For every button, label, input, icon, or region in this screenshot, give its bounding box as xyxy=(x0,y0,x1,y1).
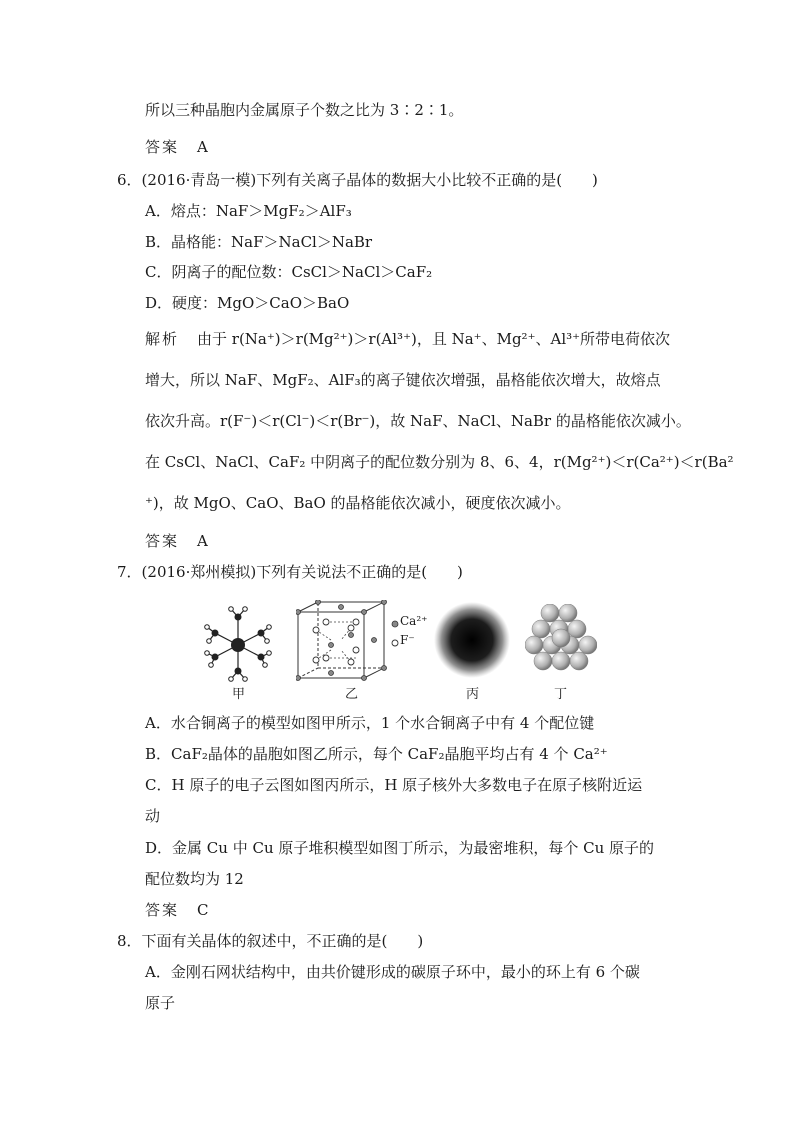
q6-analysis-line-3: 依次升高。r(F⁻)＜r(Cl⁻)＜r(Br⁻)，故 NaF、NaCl、NaBr 的晶格能依次减小。 xyxy=(145,412,691,430)
q6-analysis-line-1 xyxy=(145,329,670,349)
q7-stem: 7．(2016·郑州模拟)下列有关说法不正确的是( ) xyxy=(117,563,463,581)
q6-option-d: D．硬度：MgO＞CaO＞BaO xyxy=(145,294,350,312)
analysis-label: 解析 xyxy=(145,330,180,348)
figure-label-jia: 甲 xyxy=(232,687,246,702)
q8-option-a-line-2: 原子 xyxy=(145,994,176,1012)
q6-analysis-line-2: 增大，所以 NaF、MgF₂、AlF₃的离子键依次增强，晶格能依次增大，故熔点 xyxy=(145,371,661,389)
figure-yi-caf2-cell xyxy=(296,600,396,682)
figure-bing-electron-cloud xyxy=(430,600,514,680)
q7-option-c-line-2: 动 xyxy=(145,807,161,825)
analysis-text: 由于 r(Na⁺)＞r(Mg²⁺)＞r(Al³⁺)，且 Na⁺、Mg²⁺、Al³⁺所带电荷依次 xyxy=(197,330,671,348)
q8-stem: 8．下面有关晶体的叙述中，不正确的是( ) xyxy=(117,932,424,950)
q6-option-b: B．晶格能：NaF＞NaCl＞NaBr xyxy=(145,233,373,251)
figure-label-yi: 乙 xyxy=(345,687,359,702)
figure-ding-close-packing xyxy=(525,604,597,676)
intro-line: 所以三种晶胞内金属原子个数之比为 3∶2∶1。 xyxy=(145,101,464,119)
q7-option-a: A．水合铜离子的模型如图甲所示，1 个水合铜离子中有 4 个配位键 xyxy=(145,714,595,732)
legend-ca-icon xyxy=(391,620,399,628)
answer-5 xyxy=(145,137,208,157)
q7-option-b: B．CaF₂晶体的晶胞如图乙所示，每个 CaF₂晶胞平均占有 4 个 Ca²⁺ xyxy=(145,745,608,763)
answer-label: 答案 xyxy=(145,532,180,550)
q6-analysis-line-5: ⁺)，故 MgO、CaO、BaO 的晶格能依次减小，硬度依次减小。 xyxy=(145,494,571,512)
legend-ca-label: Ca²⁺ xyxy=(400,614,428,628)
answer-value: A xyxy=(197,532,208,550)
legend-f-icon xyxy=(391,639,399,647)
answer-value: A xyxy=(197,138,208,156)
answer-label: 答案 xyxy=(145,901,180,919)
q7-option-d-line-2: 配位数均为 12 xyxy=(145,870,244,888)
figure-label-bing: 丙 xyxy=(466,687,480,702)
q7-option-d-line-1: D．金属 Cu 中 Cu 原子堆积模型如图丁所示，为最密堆积，每个 Cu 原子的 xyxy=(145,839,655,857)
answer-label: 答案 xyxy=(145,138,180,156)
answer-value: C xyxy=(197,901,209,919)
legend-f-label: F⁻ xyxy=(400,633,415,647)
q6-answer xyxy=(145,531,208,551)
figure-jia-hydrated-copper xyxy=(203,605,273,685)
figure-label-ding: 丁 xyxy=(554,687,568,702)
q6-option-c: C．阴离子的配位数：CsCl＞NaCl＞CaF₂ xyxy=(145,263,433,281)
q6-analysis-line-4: 在 CsCl、NaCl、CaF₂ 中阴离子的配位数分别为 8、6、4，r(Mg²⁺)＜r(Ca²⁺)＜r(Ba² xyxy=(145,453,734,471)
q6-option-a: A．熔点：NaF＞MgF₂＞AlF₃ xyxy=(145,202,352,220)
q6-stem: 6．(2016·青岛一模)下列有关离子晶体的数据大小比较不正确的是( ) xyxy=(117,171,598,189)
q8-option-a-line-1: A．金刚石网状结构中，由共价键形成的碳原子环中，最小的环上有 6 个碳 xyxy=(145,963,640,981)
q7-option-c-line-1: C．H 原子的电子云图如图丙所示，H 原子核外大多数电子在原子核附近运 xyxy=(145,776,643,794)
q7-answer xyxy=(145,900,209,920)
